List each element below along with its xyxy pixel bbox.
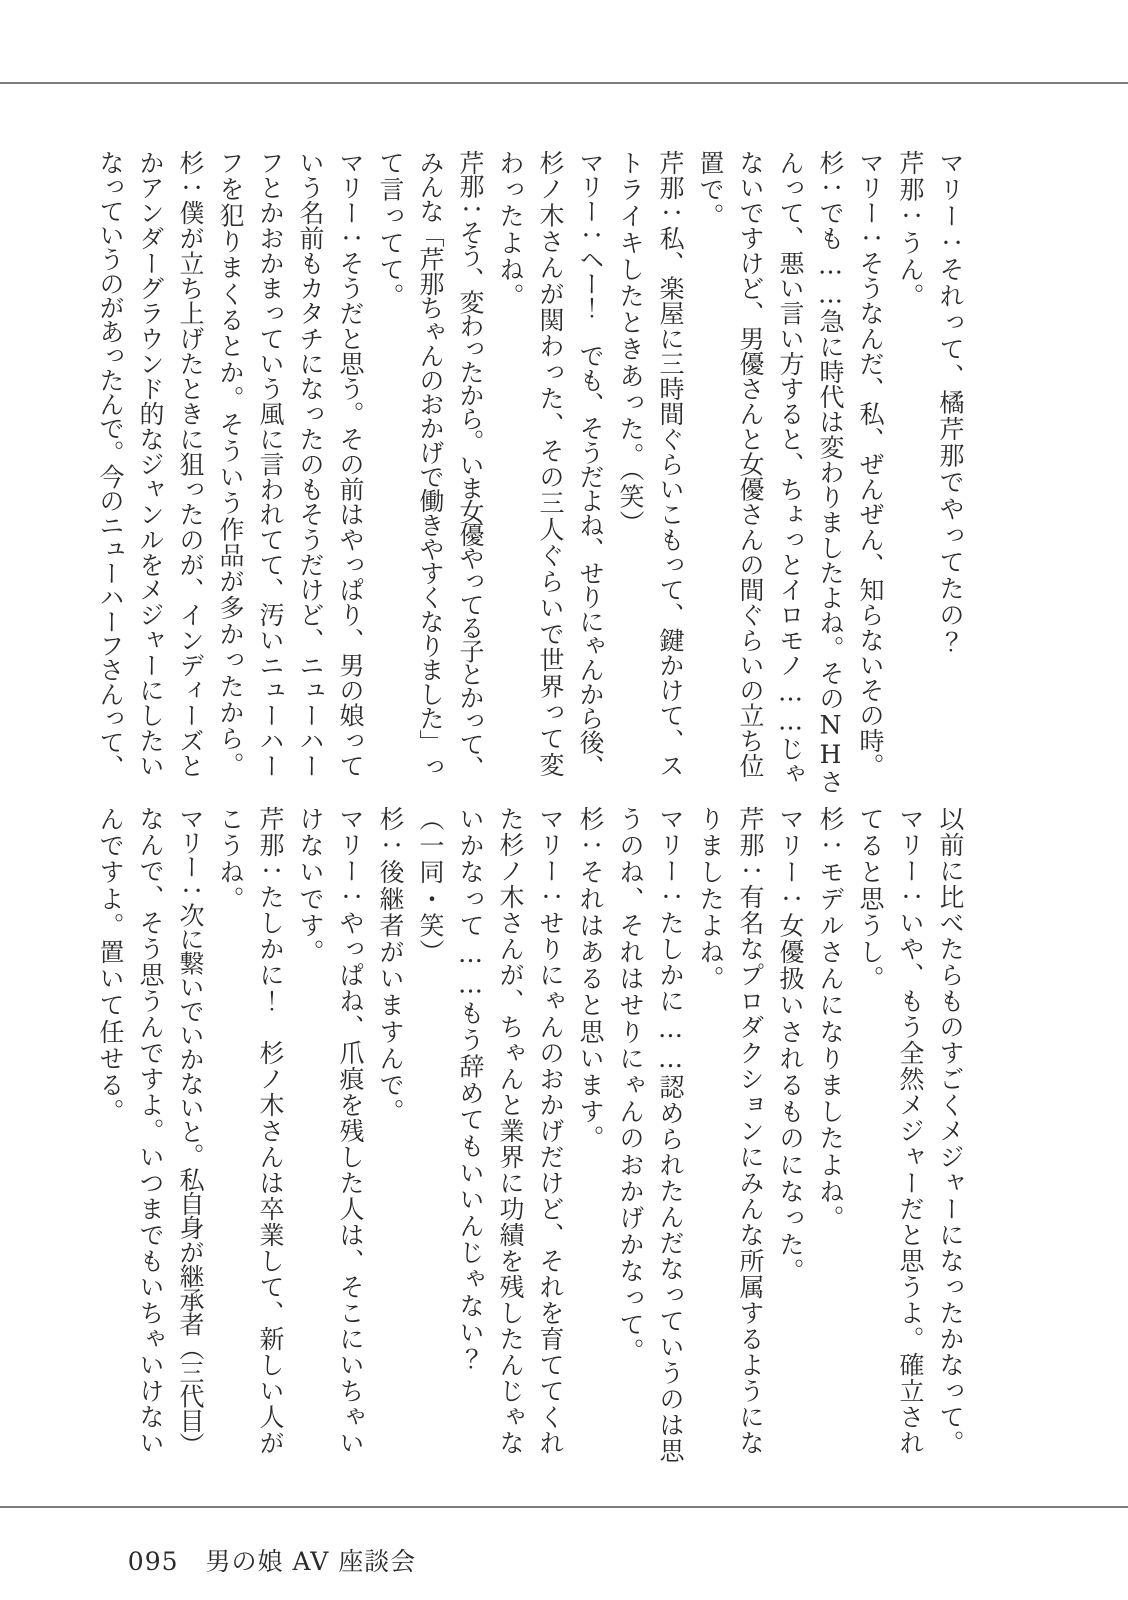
text-column: ないですけど、男優さんと女優さんの間ぐらいの立ち位 <box>736 150 765 778</box>
text-column: マリー：たしかに……認められたんだなっていうのは思 <box>656 806 685 1464</box>
text-column: マリー：そうなんだ、私、ぜんぜん、知らないその時。 <box>856 150 885 778</box>
text-column: 置で。 <box>696 150 725 230</box>
chapter-title: 男の娘 AV 座談会 <box>205 1547 417 1576</box>
text-column: てると思うし。 <box>856 806 885 993</box>
text-column: 杉ノ木さんが関わった、その三人ぐらいで世界って変 <box>536 150 565 779</box>
text-column: 杉：モデルさんになりましたよね。 <box>816 806 845 1232</box>
footer-rule <box>0 1506 1128 1508</box>
text-column: んって、悪い言い方すると、ちょっとイロモノ……じゃ <box>776 150 805 786</box>
text-column: こうね。 <box>216 806 245 913</box>
text-column: 杉：それはあると思います。 <box>576 806 605 1152</box>
text-column: 杉：でも……急に時代は変わりましたよね。そのNHさ <box>816 150 845 794</box>
text-column: フとかおかまっていう風に言われてて、汚いニューハー <box>256 150 285 778</box>
text-column: マリー：やっぱね、爪痕を残した人は、そこにいちゃい <box>336 806 365 1456</box>
text-column: マリー：次に繋いでいかないと。私自身が継承者（三代目） <box>176 806 205 1456</box>
text-column: て言ってて。 <box>376 150 405 310</box>
text-column: 芹那：たしかに！ 杉ノ木さんは卒業して、新しい人が <box>256 806 285 1456</box>
page-number: 095 <box>127 1547 179 1576</box>
text-column: マリー：せりにゃんのおかげだけど、それを育ててくれ <box>536 806 565 1456</box>
text-column: マリー：それって、橘芹那でやってたの？ <box>936 150 965 656</box>
text-column: フを犯りまくるとか。そういう作品が多かったから。 <box>216 150 245 779</box>
text-column: マリー：女優扱いされるものになった。 <box>776 806 805 1285</box>
text-column: 芹那：有名なプロダクションにみんな所属するようにな <box>736 806 765 1456</box>
text-column: うのね、それはせりにゃんのおかげかなって。 <box>616 806 645 1365</box>
text-column: わったよね。 <box>496 150 525 310</box>
text-column: りましたよね。 <box>696 806 725 993</box>
text-column: 芹那：うん。 <box>896 150 925 310</box>
text-column: いかなって……もう辞めてもいいんじゃない？ <box>456 806 485 1373</box>
text-column: 芹那：そう、変わったから。いま女優やってる子とかって、 <box>456 150 485 779</box>
interview-text-bottom-block <box>90 806 970 1464</box>
text-column: なんで、そう思うんですよ。いつまでもいちゃいけない <box>136 806 165 1456</box>
text-column: 以前に比べたらものすごくメジャーになったかなって。 <box>936 806 965 1456</box>
text-column: マリー：ヘー！ でも、そうだよね、せりにゃんから後、 <box>576 150 605 778</box>
text-column: 杉：後継者がいますんで。 <box>376 806 405 1126</box>
text-column: た杉ノ木さんが、ちゃんと業界に功績を残したんじゃな <box>496 806 525 1456</box>
text-column: 芹那：私、楽屋に三時間ぐらいこもって、鍵かけて、ス <box>656 150 685 778</box>
text-column: 杉：僕が立ち上げたときに狙ったのが、インディーズと <box>176 150 205 778</box>
text-column: かアンダーグラウンド的なジャンルをメジャーにしたい <box>136 150 165 778</box>
text-column: いう名前もカタチになったのもそうだけど、ニューハー <box>296 150 325 778</box>
text-column: みんな「芹那ちゃんのおかげで働きやすくなりました」っ <box>416 150 445 778</box>
interview-text-top-block <box>90 150 970 794</box>
text-column: んですよ。置いて任せる。 <box>96 806 125 1126</box>
text-column: なっていうのがあったんで。今のニューハーフさんって、 <box>96 150 125 778</box>
text-column: けないです。 <box>296 806 325 966</box>
text-column: マリー：いや、もう全然メジャーだと思うよ。確立され <box>896 806 925 1456</box>
text-column: （一同・笑） <box>416 806 445 966</box>
text-column: マリー：そうだと思う。その前はやっぱり、男の娘って <box>336 150 365 778</box>
page-footer <box>92 1513 416 1600</box>
header-rule <box>0 82 1128 84</box>
text-column: トライキしたときあった。（笑） <box>616 150 645 537</box>
